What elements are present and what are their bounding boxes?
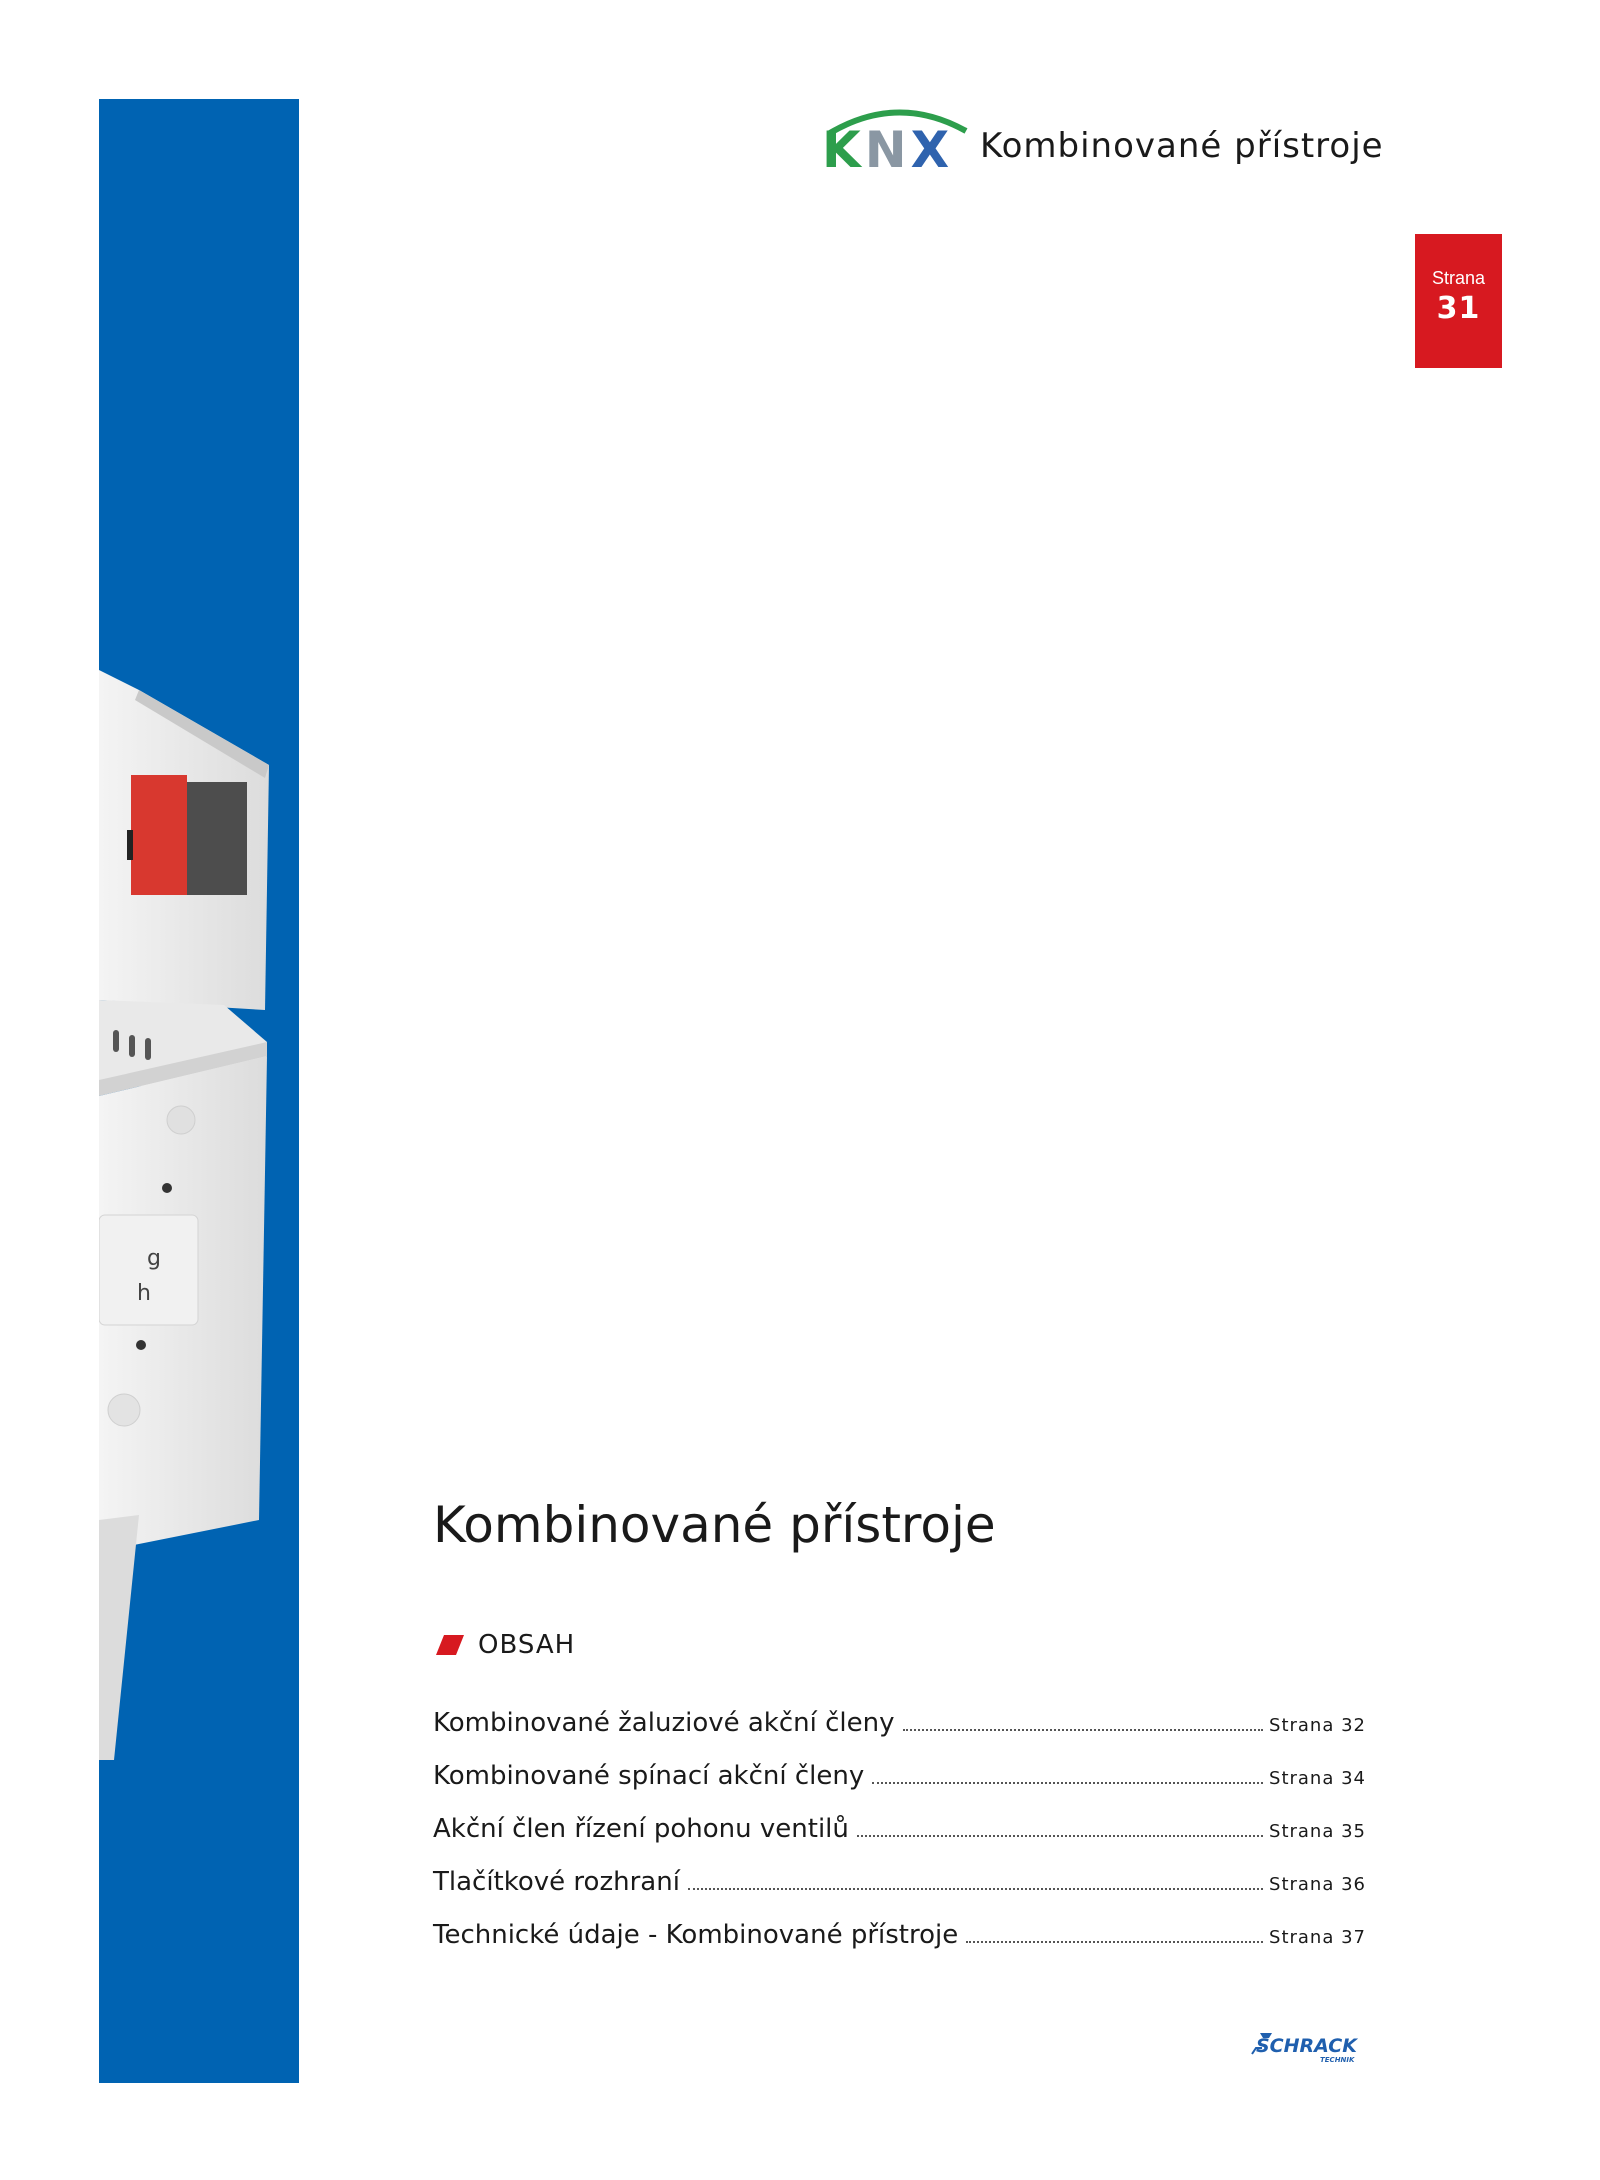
toc-dot-leader bbox=[688, 1888, 1263, 1890]
schrack-technik-logo bbox=[1250, 2030, 1374, 2064]
toc-item-title: Akční člen řízení pohonu ventilů bbox=[433, 1814, 849, 1844]
knx-logo-n: N bbox=[864, 121, 911, 179]
toc-dot-leader bbox=[966, 1941, 1263, 1943]
page-number-badge bbox=[1415, 234, 1502, 368]
toc-item-title: Tlačítkové rozhraní bbox=[433, 1867, 680, 1897]
toc-dot-leader bbox=[857, 1835, 1263, 1837]
toc-item-page: Strana 34 bbox=[1269, 1768, 1366, 1789]
red-parallelogram-icon bbox=[436, 1635, 464, 1655]
toc-item[interactable] bbox=[433, 1761, 1366, 1814]
section-label: OBSAH bbox=[478, 1630, 576, 1660]
page-badge-number: 31 bbox=[1436, 291, 1481, 326]
toc-item-page: Strana 35 bbox=[1269, 1821, 1366, 1842]
toc-item[interactable] bbox=[433, 1708, 1366, 1761]
toc-item-title: Kombinované žaluziové akční členy bbox=[433, 1708, 895, 1738]
toc-item[interactable] bbox=[433, 1814, 1366, 1867]
knx-device-photo bbox=[99, 670, 279, 1760]
toc-item-page: Strana 32 bbox=[1269, 1715, 1366, 1736]
toc-item-title: Technické údaje - Kombinované přístroje bbox=[433, 1920, 959, 1950]
toc-item[interactable] bbox=[433, 1920, 1366, 1973]
page-badge-label: Strana bbox=[1431, 268, 1486, 288]
toc-item[interactable] bbox=[433, 1867, 1366, 1920]
knx-logo-k: K bbox=[822, 121, 865, 179]
toc-dot-leader bbox=[872, 1782, 1263, 1784]
main-title: Kombinované přístroje bbox=[433, 1496, 996, 1554]
schrack-logo-subtext: TECHNIK bbox=[1320, 2056, 1355, 2064]
device-label-g: g bbox=[147, 1246, 161, 1271]
schrack-logo-text: SCHRACK bbox=[1256, 2035, 1357, 2057]
toc-dot-leader bbox=[903, 1729, 1264, 1731]
knx-logo bbox=[822, 105, 974, 177]
header-title: Kombinované přístroje bbox=[980, 126, 1384, 166]
device-label-h: h bbox=[137, 1281, 151, 1306]
toc-item-page: Strana 36 bbox=[1269, 1874, 1366, 1895]
knx-logo-x: X bbox=[910, 121, 954, 179]
section-heading bbox=[436, 1628, 575, 1662]
toc-item-title: Kombinované spínací akční členy bbox=[433, 1761, 865, 1791]
table-of-contents bbox=[433, 1708, 1366, 1973]
toc-item-page: Strana 37 bbox=[1269, 1927, 1366, 1948]
